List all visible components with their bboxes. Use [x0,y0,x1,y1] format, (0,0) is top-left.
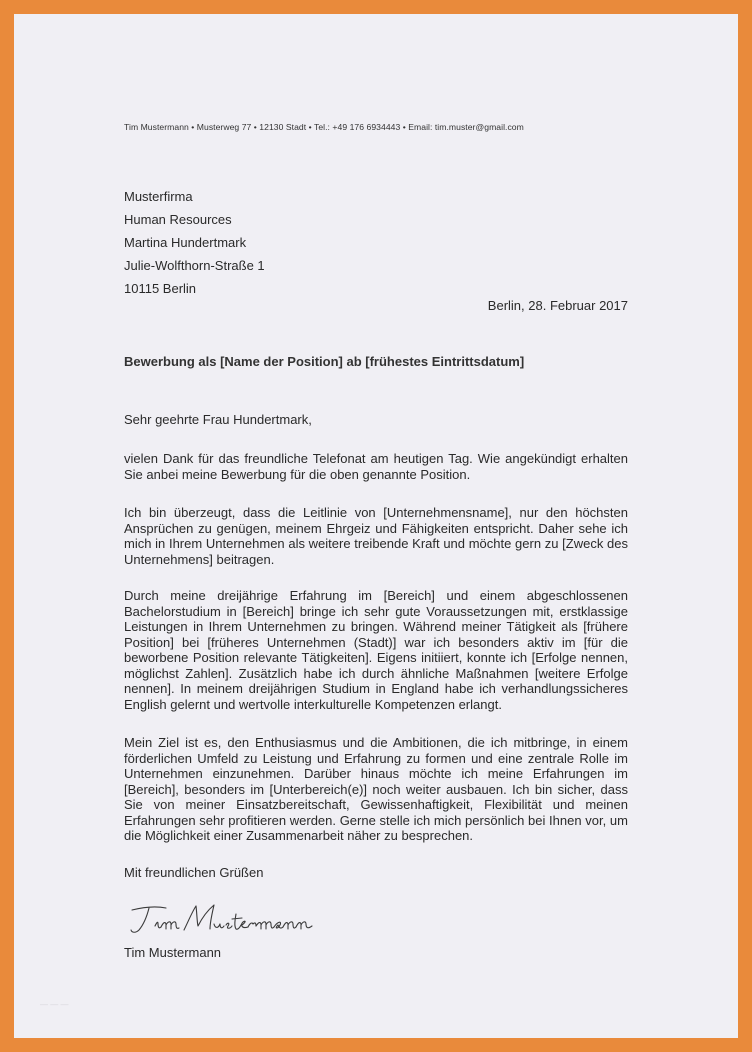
letter-page [14,14,738,1038]
signer-name: Tim Mustermann [124,945,222,960]
salutation: Sehr geehrte Frau Hundertmark, [124,412,312,427]
body-paragraph: Durch meine dreijährige Erfahrung im [Bereich] und einem abgeschlossenen Bachelorstudium in [Bereich] bringe ich sehr gute Voraussetzungen mit, erstklassige Leistungen in Ihrem Unternehmen zu bringen. Während meiner Tätigkeit als [frühere Position] bei [früheres Unternehmen (Stadt)] war ich besonders aktiv im [für die beworbene Position relevante Tätigkeiten]. Eigens initiiert, konnte ich [Erfolge nennen, möglichst Zahlen]. Zusätzlich habe ich durch ähnliche Maßnahmen [weitere Erfolge nennen]. In meinem dreijährigen Studium in England habe ich verhandlungssicheres English gelernt und wertvolle interkulturelle Kompetenzen erlangt. [124,588,628,712]
body-paragraph: vielen Dank für das freundliche Telefonat am heutigen Tag. Wie angekündigt erhalten Sie anbei meine Bewerbung für die oben genannte Position. [124,451,628,482]
handwritten-signature [122,896,322,940]
letter-subject: Bewerbung als [Name der Position] ab [frühestes Eintrittsdatum] [124,354,525,369]
body-paragraph: Ich bin überzeugt, dass die Leitlinie von [Unternehmensname], nur den höchsten Ansprüchen zu genügen, meinem Ehrgeiz und Fähigkeiten entspricht. Daher sehe ich mich in Ihrem Unternehmen als weitere treibende Kraft und möchte gern zu [Zweck des Unternehmens] beitragen. [124,505,628,567]
recipient-street: Julie-Wolfthorn-Straße 1 [124,258,265,273]
recipient-person: Martina Hundertmark [124,235,247,250]
signature-drawing [122,896,322,940]
letter-date: Berlin, 28. Februar 2017 [487,298,628,313]
recipient-city: 10115 Berlin [124,281,197,296]
sender-line: Tim Mustermann • Musterweg 77 • 12130 Stadt • Tel.: +49 176 6934443 • Email: tim.muster@gmail.com [124,122,524,132]
recipient-address [124,185,265,300]
recipient-department: Human Resources [124,212,232,227]
watermark: — — — [40,1000,69,1009]
body-paragraph: Mein Ziel ist es, den Enthusiasmus und die Ambitionen, die ich mitbringe, in einem förderlichen Umfeld zu Leistung und Erfahrung zu formen und eine zentrale Rolle im Unternehmen einzunehmen. Darüber hinaus möchte ich meine Erfahrungen im [Bereich], besonders im [Unterbereich(e)] noch weiter ausbauen. Ich bin sicher, dass Sie von meiner Einsatzbereitschaft, Gewissenhaftigkeit, Flexibilität und meinen Erfahrungen sehr profitieren werden. Gerne stelle ich mich persönlich bei Ihnen vor, um die Möglichkeit einer Zusammenarbeit näher zu besprechen. [124,735,628,843]
recipient-company: Musterfirma [124,189,193,204]
closing: Mit freundlichen Grüßen [124,865,264,880]
